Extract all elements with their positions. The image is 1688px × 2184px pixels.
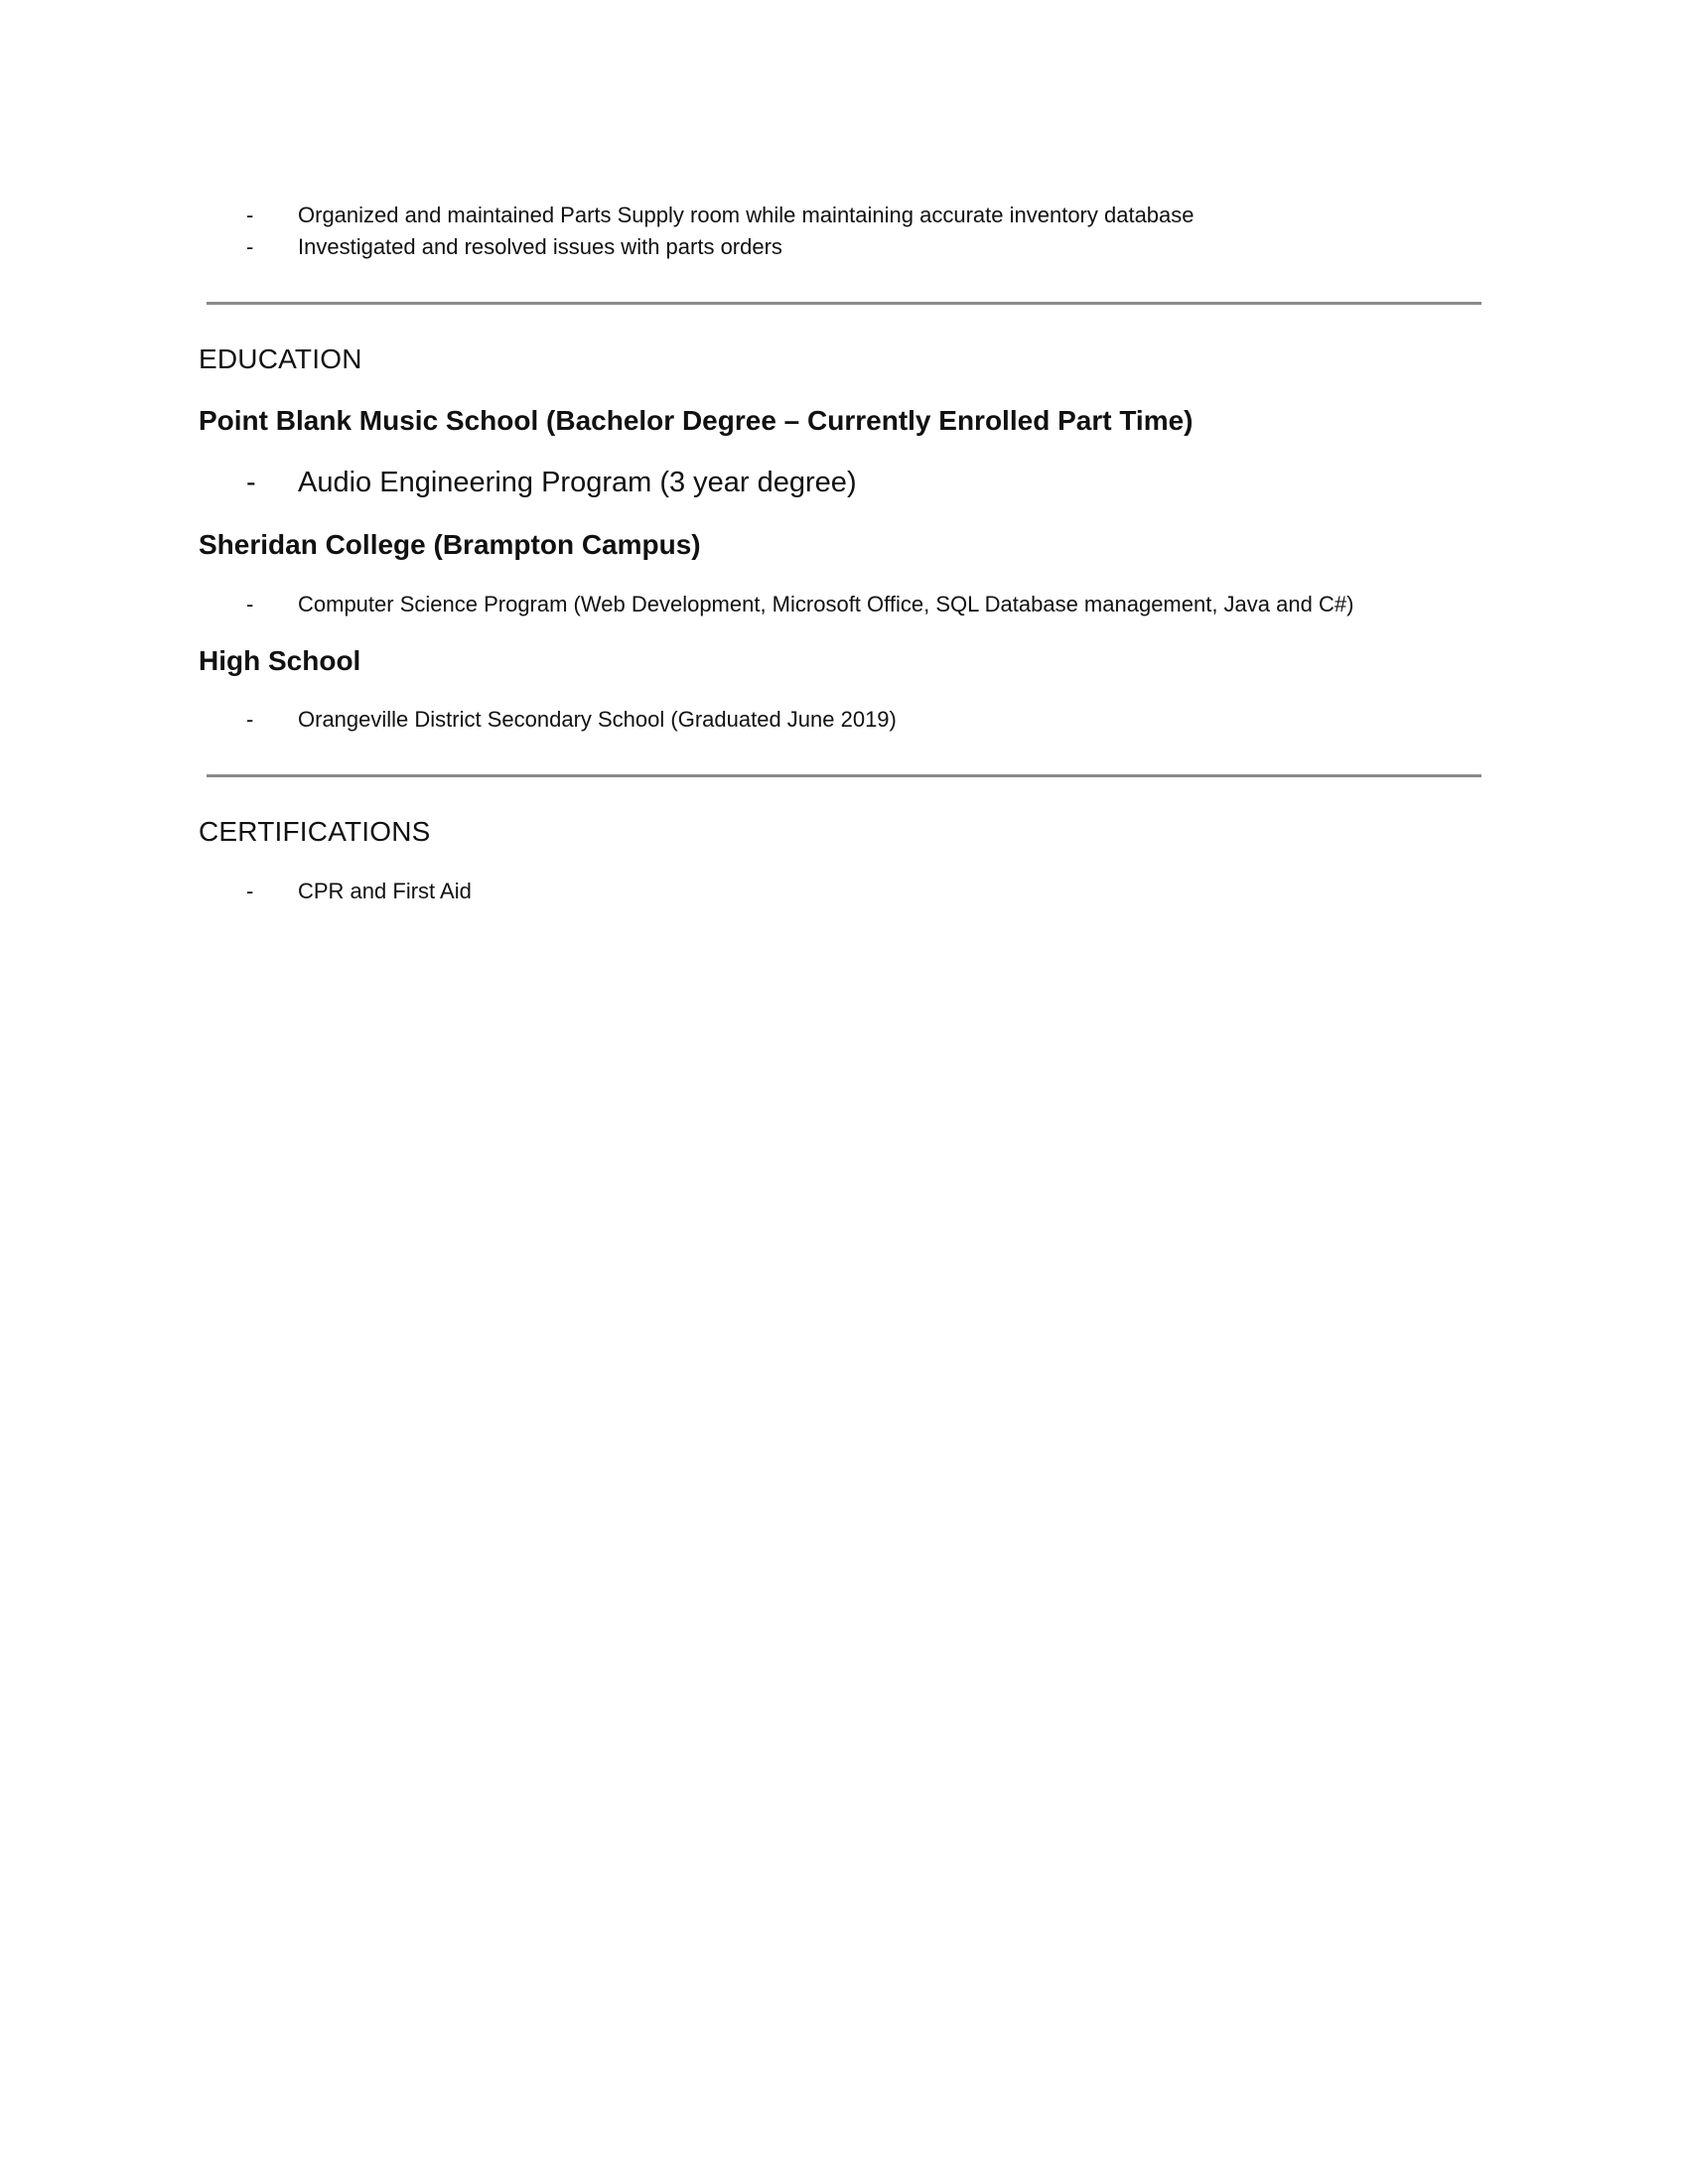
institution-name: Point Blank Music School (Bachelor Degree – Currently Enrolled Part Time): [199, 405, 1194, 436]
certification-text: CPR and First Aid: [298, 879, 472, 903]
bullet-marker: -: [246, 234, 254, 259]
bullet-marker: -: [246, 203, 254, 227]
section-divider: [207, 302, 1481, 305]
section-divider: [207, 774, 1481, 777]
bullet-marker: -: [246, 592, 254, 616]
education-detail-text: Audio Engineering Program (3 year degree): [298, 467, 857, 498]
bullet-marker: -: [246, 467, 256, 498]
education-heading: EDUCATION: [199, 343, 362, 374]
institution-name: High School: [199, 645, 361, 676]
certifications-heading: CERTIFICATIONS: [199, 816, 431, 847]
bullet-marker: -: [246, 879, 254, 903]
experience-bullet-text: Organized and maintained Parts Supply room while maintaining accurate inventory database: [298, 203, 1195, 227]
experience-bullet-text: Investigated and resolved issues with parts orders: [298, 234, 782, 259]
education-detail-text: Orangeville District Secondary School (Graduated June 2019): [298, 707, 897, 732]
bullet-marker: -: [246, 707, 254, 732]
education-detail-text: Computer Science Program (Web Development, Microsoft Office, SQL Database management, Java and C#): [298, 592, 1354, 616]
institution-name: Sheridan College (Brampton Campus): [199, 529, 701, 560]
